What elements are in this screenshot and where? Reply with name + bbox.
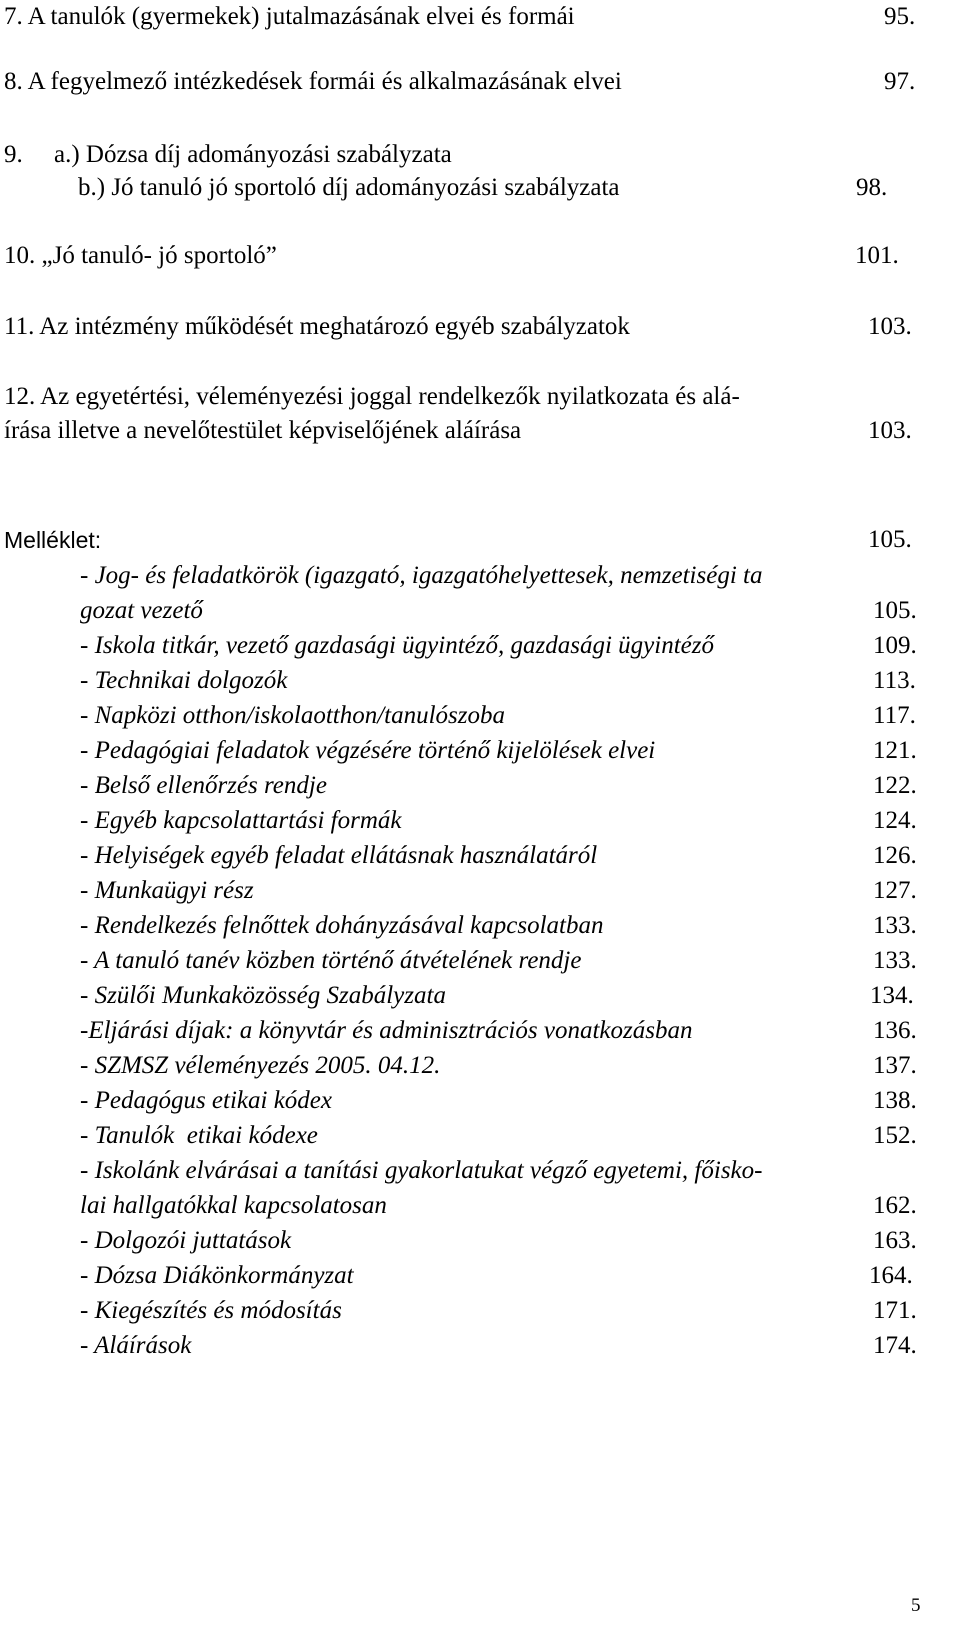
appendix-item-label: - Tanulók etikai kódexe	[80, 1122, 318, 1149]
appendix-item-page: 117.	[873, 702, 916, 729]
appendix-item-page: 134.	[870, 982, 914, 1009]
appendix-item-label: - Technikai dolgozók	[80, 667, 288, 694]
appendix-item-page: 109.	[873, 632, 917, 659]
toc-entry-page: 97.	[884, 68, 916, 95]
appendix-item-label: - SZMSZ véleményezés 2005. 04.12.	[80, 1052, 441, 1079]
appendix-item-label: - Pedagógus etikai kódex	[80, 1087, 332, 1114]
toc-entry-page: 95.	[884, 3, 916, 30]
appendix-item-label: - Belső ellenőrzés rendje	[80, 772, 327, 799]
appendix-item-label: - Egyéb kapcsolattartási formák	[80, 807, 402, 834]
appendix-item-page: 164.	[869, 1262, 913, 1289]
toc-entry-label: b.) Jó tanuló jó sportoló díj adományozási szabályzata	[78, 174, 620, 201]
appendix-item-page: 136.	[873, 1017, 917, 1044]
toc-entry-label: 8. A fegyelmező intézkedések formái és alkalmazásának elvei	[4, 68, 622, 95]
appendix-item-page: 127.	[873, 877, 917, 904]
appendix-item-label: - Szülői Munkaközösség Szabályzata	[80, 982, 446, 1009]
toc-entry-page: 103.	[868, 313, 912, 340]
appendix-item-label: - Napközi otthon/iskolaotthon/tanulószoba	[80, 702, 506, 729]
appendix-item-label: - A tanuló tanév közben történő átvételének rendje	[80, 947, 582, 974]
appendix-item-page: 133.	[873, 947, 917, 974]
appendix-item-label: - Munkaügyi rész	[80, 877, 254, 904]
appendix-item-label: -Eljárási díjak: a könyvtár és adminisztrációs vonatkozásban	[80, 1017, 693, 1044]
appendix-item-page: 138.	[873, 1087, 917, 1114]
toc-entry-label: 12. Az egyetértési, véleményezési joggal rendelkezők nyilatkozata és alá-	[4, 383, 740, 410]
appendix-item-label: - Iskola titkár, vezető gazdasági ügyintéző, gazdasági ügyintéző	[80, 632, 714, 659]
appendix-item-page: 171.	[873, 1297, 917, 1324]
appendix-item-page: 105.	[873, 597, 917, 624]
appendix-item-page: 174.	[873, 1332, 917, 1359]
appendix-heading-page: 105.	[868, 526, 912, 553]
appendix-item-page: 121.	[873, 737, 917, 764]
appendix-item-label: gozat vezető	[80, 597, 203, 624]
toc-entry-label: 11. Az intézmény működését meghatározó egyéb szabályzatok	[4, 313, 630, 340]
toc-entry-label: 10. „Jó tanuló- jó sportoló”	[4, 242, 277, 269]
appendix-item-label: - Helyiségek egyéb feladat ellátásnak használatáról	[80, 842, 598, 869]
appendix-item-page: 113.	[873, 667, 916, 694]
toc-entry-label: 7. A tanulók (gyermekek) jutalmazásának elvei és formái	[4, 3, 575, 30]
appendix-item-label: - Pedagógiai feladatok végzésére történő kijelölések elvei	[80, 737, 656, 764]
appendix-item-label: - Aláírások	[80, 1332, 192, 1359]
toc-entry-page: 101.	[855, 242, 899, 269]
appendix-item-label: - Dózsa Diákönkormányzat	[80, 1262, 354, 1289]
appendix-item-page: 122.	[873, 772, 917, 799]
appendix-item-page: 152.	[873, 1122, 917, 1149]
appendix-item-label: - Dolgozói juttatások	[80, 1227, 292, 1254]
appendix-item-label: - Iskolánk elvárásai a tanítási gyakorlatukat végző egyetemi, főisko-	[80, 1157, 763, 1184]
toc-entry-page: 103.	[868, 417, 912, 444]
appendix-item-label: - Jog- és feladatkörök (igazgató, igazgatóhelyettesek, nemzetiségi ta	[80, 562, 763, 589]
appendix-item-page: 162.	[873, 1192, 917, 1219]
appendix-item-label: - Kiegészítés és módosítás	[80, 1297, 342, 1324]
toc-entry-page: 98.	[856, 174, 888, 201]
toc-entry-label: 9. a.) Dózsa díj adományozási szabályzata	[4, 141, 452, 168]
appendix-item-page: 137.	[873, 1052, 917, 1079]
appendix-item-page: 124.	[873, 807, 917, 834]
appendix-item-page: 133.	[873, 912, 917, 939]
toc-entry-label: írása illetve a nevelőtestület képviselőjének aláírása	[4, 417, 522, 444]
appendix-item-page: 163.	[873, 1227, 917, 1254]
appendix-item-label: - Rendelkezés felnőttek dohányzásával kapcsolatban	[80, 912, 604, 939]
page-number: 5	[911, 1595, 921, 1616]
appendix-heading: Melléklet:	[4, 527, 102, 553]
appendix-item-label: lai hallgatókkal kapcsolatosan	[80, 1192, 387, 1219]
appendix-item-page: 126.	[873, 842, 917, 869]
